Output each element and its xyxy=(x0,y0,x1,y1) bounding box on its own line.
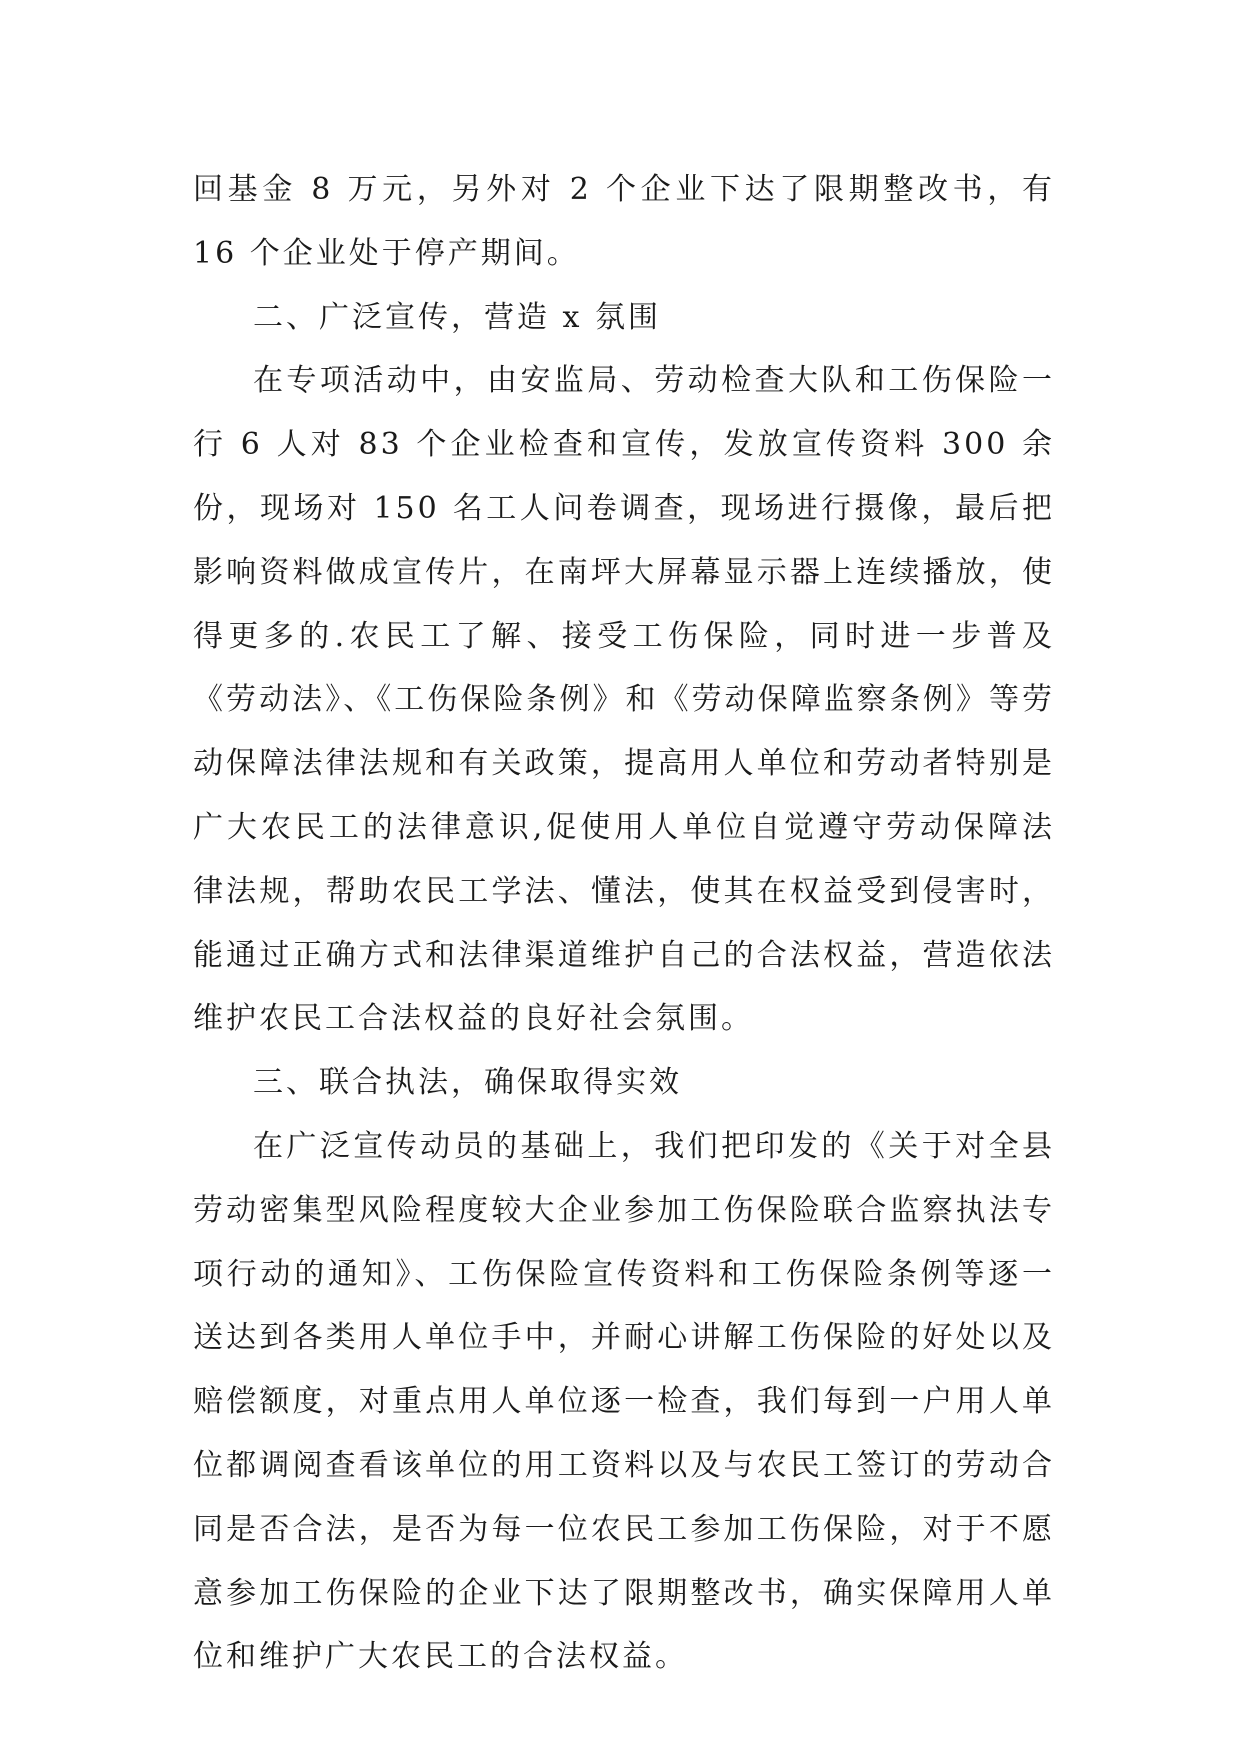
section-heading-three: 三、联合执法，确保取得实效 xyxy=(253,1065,682,1101)
paragraph-enforcement: 在广泛宣传动员的基础上，我们把印发的《关于对全县劳动密集型风险程度较大企业参加工伤保险联合监察执法专项行动的通知》、工伤保险宣传资料和工伤保险条例等逐一送达到各类用人单位手中，并耐心讲解工伤保险的好处以及赔偿额度，对重点用人单位逐一检查，我们每到一户用人单位都调阅查看该单位的用工资料以及与农民工签订的劳动合同是否合法，是否为每一位农民工参加工伤保险，对于不愿意参加工伤保险的企业下达了限期整改书，确实保障用人单位和维护广大农民工的合法权益。 xyxy=(193,1128,1055,1675)
paragraph-publicity: 在专项活动中，由安监局、劳动检查大队和工伤保险一行 6 人对 83 个企业检查和宣传，发放宣传资料 300 余份，现场对 150 名工人问卷调查，现场进行摄像，最后把影响资料做成宣传片，在南坪大屏幕显示器上连续播放，使得更多的.农民工了解、接受工伤保险，同时进一步普及《劳动法》、《工伤保险条例》和《劳动保障监察条例》等劳动保障法律法规和有关政策，提高用人单位和劳动者特别是广大农民工的法律意识,促使用人单位自觉遵守劳动保障法律法规，帮助农民工学法、懂法，使其在权益受到侵害时，能通过正确方式和法律渠道维护自己的合法权益，营造依法维护农民工合法权益的良好社会氛围。 xyxy=(193,363,1055,1037)
paragraph-continuation: 回基金 8 万元，另外对 2 个企业下达了限期整改书，有 16 个企业处于停产期间。 xyxy=(193,172,1055,271)
document-body xyxy=(193,158,1055,1689)
section-heading-two: 二、广泛宣传，营造 x 氛围 xyxy=(253,299,661,335)
